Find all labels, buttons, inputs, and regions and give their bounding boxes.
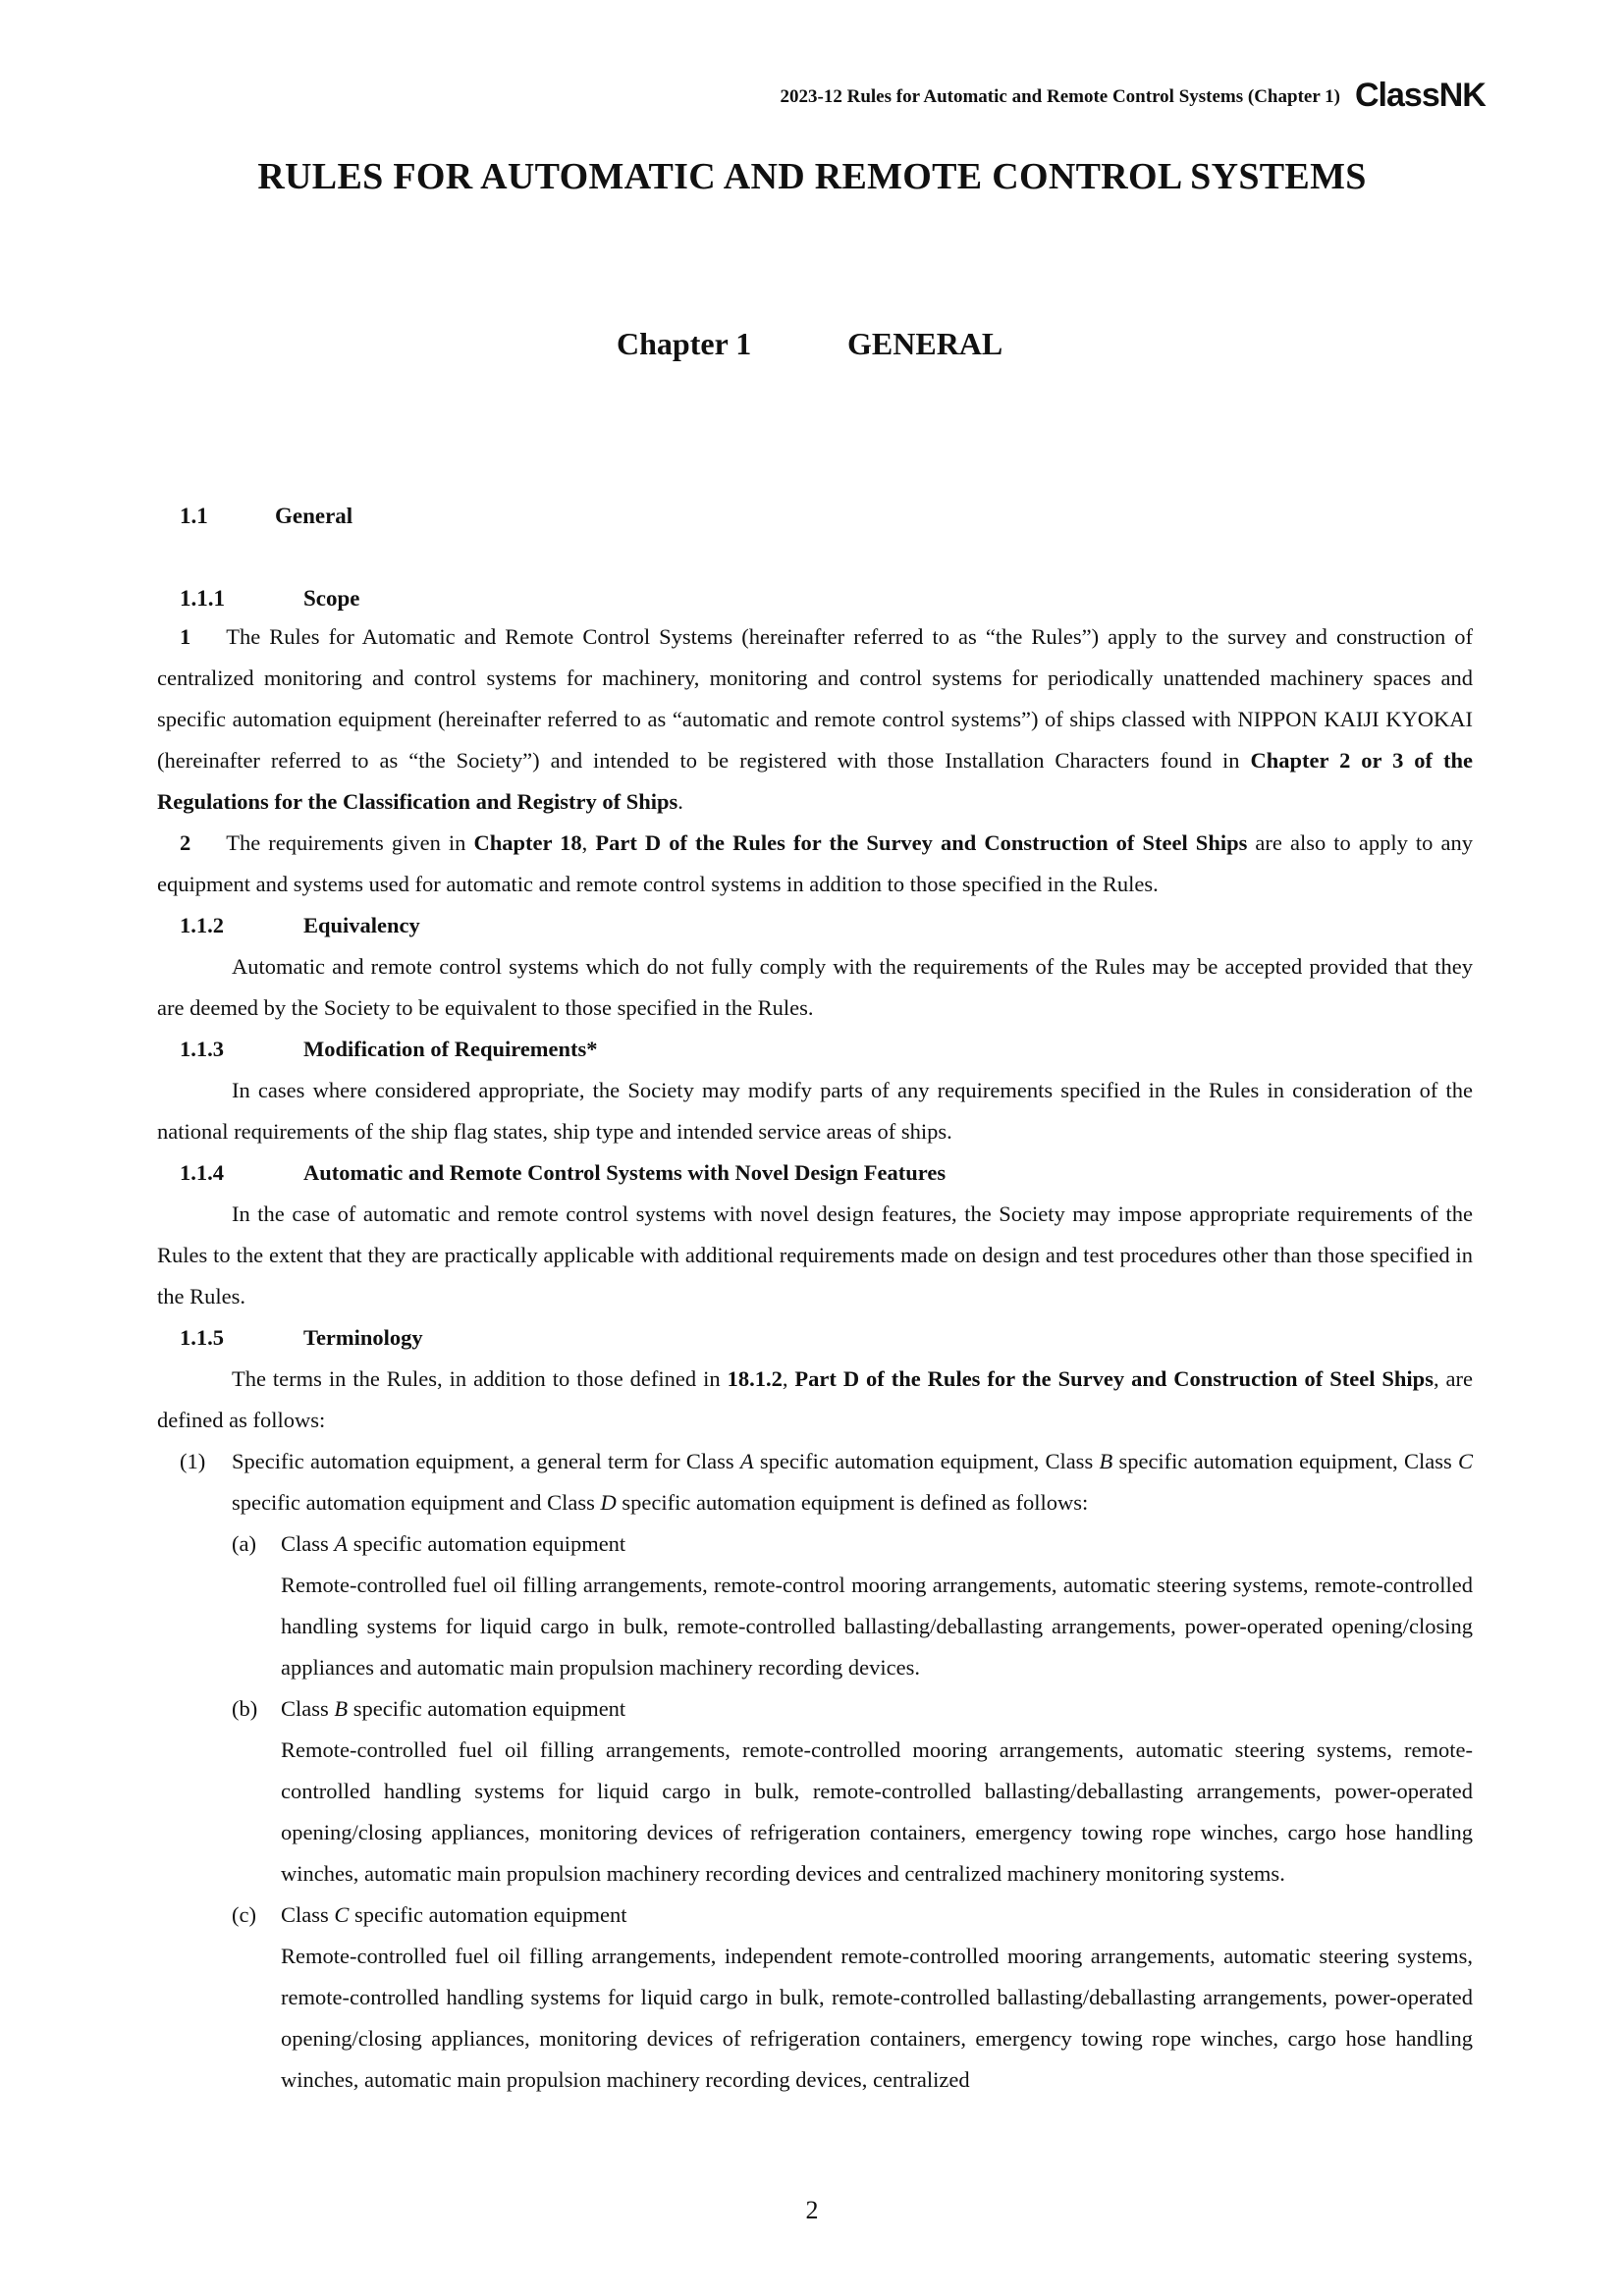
subsection-title: Automatic and Remote Control Systems with Novel Design Features bbox=[303, 1160, 947, 1185]
cross-reference: Chapter 2 or 3 of the Regulations for the Classification and Registry of Ships bbox=[157, 748, 1473, 814]
document-title: RULES FOR AUTOMATIC AND REMOTE CONTROL SYSTEMS bbox=[257, 156, 1367, 197]
chapter-title: GENERAL bbox=[847, 326, 1003, 361]
section-title: General bbox=[275, 504, 353, 528]
subsection-title: Scope bbox=[303, 586, 360, 611]
sub-list-heading: Class B specific automation equipment bbox=[281, 1696, 626, 1721]
scope-paragraph-2 bbox=[157, 823, 1473, 905]
subsection-heading bbox=[157, 905, 1473, 946]
list-label: (a) bbox=[232, 1531, 256, 1556]
sub-list-heading: Class A specific automation equipment bbox=[281, 1531, 626, 1556]
list-label: (b) bbox=[232, 1696, 258, 1721]
sub-list-item bbox=[157, 1523, 1473, 1565]
subsection-number: 1.1.1 bbox=[180, 586, 225, 611]
paragraph-text: , are defined as follows: bbox=[157, 1366, 1474, 1432]
subsection-number: 1.1.5 bbox=[180, 1325, 224, 1350]
cross-reference: Chapter 18 bbox=[473, 830, 582, 855]
cross-reference: 18.1.2 bbox=[727, 1366, 783, 1391]
paragraph-number: 1 bbox=[180, 624, 191, 649]
paragraph-text: are also to apply to any equipment and systems used for automatic and remote control systems in addition to those specified in the Rules. bbox=[157, 830, 1473, 896]
chapter-number: Chapter 1 bbox=[617, 326, 752, 361]
paragraph-text: The terms in the Rules, in addition to those defined in bbox=[232, 1366, 728, 1391]
list-label: (1) bbox=[180, 1449, 206, 1473]
subsection-number: 1.1.3 bbox=[180, 1037, 224, 1061]
modification-paragraph: In cases where considered appropriate, the Society may modify parts of any requirements specified in the Rules in consideration of the national requirements of the ship flag states, ship type and intended service areas of ships. bbox=[157, 1078, 1473, 1144]
paragraph-text: . bbox=[677, 789, 683, 814]
paragraph-text: The Rules for Automatic and Remote Control Systems (hereinafter referred to as “the Rules”) apply to the survey and construction of centralized monitoring and control systems for machinery, monitoring and control systems for periodically unattended machinery spaces and specific automation equipment (hereinafter referred to as “automatic and remote control systems”) of ships classed with NIPPON KAIJI KYOKAI (hereinafter referred to as “the Society”) and intended to be registered with those Installation Characters found in bbox=[157, 624, 1473, 773]
sub-list-body: Remote-controlled fuel oil filling arrangements, independent remote-controlled mooring arrangements, automatic steering systems, remote-controlled handling systems for liquid cargo in bulk, remote-controlled ballasting/deballasting arrangements, power-operated opening/closing appliances, monitoring devices of refrigeration containers, emergency towing rope winches, cargo hose handling winches, automatic main propulsion machinery recording devices, centralized bbox=[281, 1944, 1473, 2092]
subsection-title: Terminology bbox=[303, 1325, 423, 1350]
list-label: (c) bbox=[232, 1902, 256, 1927]
section-number: 1.1 bbox=[180, 504, 208, 528]
subsection-title: Equivalency bbox=[303, 913, 420, 937]
novel-design-paragraph: In the case of automatic and remote control systems with novel design features, the Society may impose appropriate requirements of the Rules to the extent that they are practically applicable with additional requirements made on design and test procedures other than those specified in the Rules. bbox=[157, 1201, 1473, 1308]
classnk-logo: ClassNK bbox=[1355, 77, 1486, 114]
subsection-heading bbox=[157, 1317, 1473, 1359]
subsection-number: 1.1.4 bbox=[180, 1160, 224, 1185]
scope-paragraph-1 bbox=[157, 616, 1473, 823]
sub-list-heading: Class C specific automation equipment bbox=[281, 1902, 627, 1927]
sub-list-body: Remote-controlled fuel oil filling arrangements, remote-controlled mooring arrangements, automatic steering systems, remote-controlled handling systems for liquid cargo in bulk, remote-controlled ballasting/deballasting arrangements, power-operated opening/closing appliances, monitoring devices of refrigeration containers, emergency towing rope winches, cargo hose handling winches, automatic main propulsion machinery recording devices and centralized machinery monitoring systems. bbox=[281, 1737, 1473, 1886]
terminology-intro bbox=[157, 1359, 1473, 1441]
equivalency-paragraph: Automatic and remote control systems which do not fully comply with the requirements of the Rules may be accepted provided that they are deemed by the Society to be equivalent to those specified in the Rules. bbox=[157, 954, 1473, 1020]
subsection-heading bbox=[157, 1029, 1473, 1070]
paragraph-text: , bbox=[782, 1366, 795, 1391]
cross-reference: Part D of the Rules for the Survey and Construction of Steel Ships bbox=[595, 830, 1248, 855]
subsection-title: Modification of Requirements* bbox=[303, 1037, 598, 1061]
paragraph-text: The requirements given in bbox=[226, 830, 474, 855]
paragraph-number: 2 bbox=[180, 830, 191, 855]
list-item-text: Specific automation equipment, a general term for Class A specific automation equipment, Class B specific automation equipment, Class C specific automation equipment and Class D specific automation equipment is defined as follows: bbox=[232, 1449, 1473, 1515]
subsection-number: 1.1.2 bbox=[180, 913, 224, 937]
sub-list-item bbox=[157, 1895, 1473, 1936]
cross-reference: Part D of the Rules for the Survey and Construction of Steel Ships bbox=[794, 1366, 1434, 1391]
paragraph-text: , bbox=[581, 830, 596, 855]
body-text bbox=[157, 616, 1473, 2101]
subsection-heading bbox=[157, 1152, 1473, 1194]
page-number: 2 bbox=[805, 2196, 819, 2224]
running-header: 2023-12 Rules for Automatic and Remote Control Systems (Chapter 1) bbox=[780, 86, 1340, 107]
list-item bbox=[157, 1441, 1473, 1523]
sub-list-body: Remote-controlled fuel oil filling arrangements, remote-control mooring arrangements, automatic steering systems, remote-controlled handling systems for liquid cargo in bulk, remote-controlled ballasting/deballasting arrangements, power-operated opening/closing appliances and automatic main propulsion machinery recording devices. bbox=[281, 1573, 1473, 1680]
sub-list-item bbox=[157, 1688, 1473, 1730]
